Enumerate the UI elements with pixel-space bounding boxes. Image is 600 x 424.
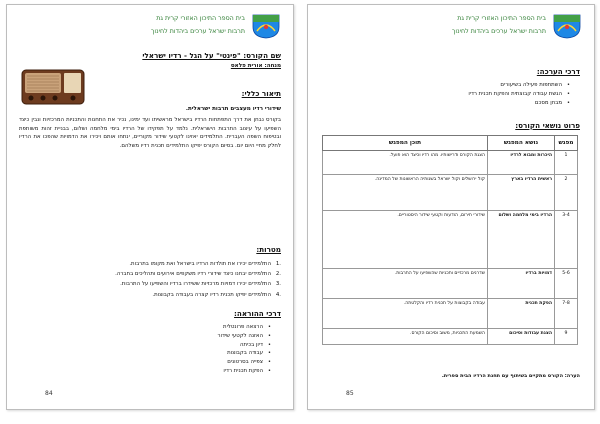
page-left: [6, 4, 294, 410]
goal-item: .4 התלמידים יפיקו תכנית רדיו קצרה בעבודה בקבוצות.: [152, 291, 281, 298]
evaluation-item: • מבחן מסכם: [328, 99, 562, 108]
header-school-name: בית הספר התיכון האזורי קרית גת: [156, 15, 245, 22]
method-item: • האזנה לקטעי שידור: [23, 332, 263, 341]
goal-item: .2 התלמידים יבחנו כיצד שידורי רדיו משקפים אירועים ותהליכים בחברה.: [115, 271, 281, 278]
school-emblem-icon: [251, 13, 281, 39]
session-content: קול ירושלים וקול ישראל בשנותיה הראשונות של המדינה.: [323, 175, 488, 211]
session-content: עבודה בקבוצות על תכנית רדיו והקלטתה.: [323, 299, 488, 329]
session-topic: ראשית הרדיו בארץ: [488, 175, 555, 211]
session-topic: הצגת עבודות וסיכום: [488, 329, 555, 345]
methods-heading: דרכי ההוראה:: [234, 309, 281, 318]
session-content: הצגת הקורס ודרישותיו. מהו רדיו וכיצד הוא פועל.: [323, 151, 488, 175]
session-number: 3-4: [555, 211, 578, 269]
method-item: • עבודה בקבוצות: [23, 349, 263, 358]
page-number: 85: [346, 390, 354, 397]
table-row: [323, 211, 578, 269]
header-school-name: בית הספר התיכון האזורי קרית גת: [457, 15, 546, 22]
session-content: שידורי חירום, הודעות וקטעי שידור היסטוריים.: [323, 211, 488, 269]
table-row: [323, 269, 578, 299]
goals-heading: מטרות:: [256, 245, 281, 254]
vintage-radio-image: [21, 67, 85, 107]
evaluation-item: • השתתפות פעילה בשיעורים: [328, 81, 562, 90]
header-content: תוכן המפגש: [323, 136, 488, 151]
session-number: 2: [555, 175, 578, 211]
session-number: 1: [555, 151, 578, 175]
session-topic: דמויות ברדיו: [488, 269, 555, 299]
methods-list: [23, 323, 273, 376]
table-row: [323, 151, 578, 175]
topics-heading: פרוט נושאי הקורס:: [515, 121, 580, 130]
session-number: 9: [555, 329, 578, 345]
lecturer-name: מנחה: אורית פלאס: [230, 63, 281, 69]
page-number: 84: [45, 390, 53, 397]
evaluation-list: [328, 81, 572, 107]
evaluation-item: • הגשת עבודה קבוצתית והפקת תכנית רדיו: [328, 90, 562, 99]
session-number: 7-8: [555, 299, 578, 329]
description-heading: תיאור כללי:: [241, 89, 281, 98]
page-header: [17, 13, 283, 43]
table-row: [323, 329, 578, 345]
session-topic: הרדיו בימי מלחמה ושלום: [488, 211, 555, 269]
table-row: [323, 299, 578, 329]
method-item: • הרצאה פרונטלית: [23, 323, 263, 332]
header-program-name: תרבות ישראל ערכים ביהדות לחינוך: [452, 28, 546, 35]
header-topic: נושא המפגש: [488, 136, 555, 151]
method-item: • דיון בכיתה: [23, 341, 263, 350]
table-header-row: [323, 136, 578, 151]
evaluation-heading: דרכי הערכה:: [536, 67, 580, 76]
course-title: שם הקורס: "פינטי" על הגל - רדיו ישראלי: [142, 51, 281, 60]
school-emblem-icon: [552, 13, 582, 39]
page-header: [318, 13, 584, 43]
session-content: השמעת התכניות, משוב וסיכום הקורס.: [323, 329, 488, 345]
method-item: • צפייה בסרטונים: [23, 358, 263, 367]
description-subheading: שידורי רדיו מעצבים תרבות ישראלית.: [185, 106, 281, 112]
goals-list: [19, 260, 281, 301]
session-content: שדרנים מרכזיים ותכניות שהשפיעו על התרבות.: [323, 269, 488, 299]
course-topics-table: [322, 135, 578, 345]
goal-item: .1 התלמידים יכירו את תולדות הרדיו בישראל ואת מקומו בתרבות.: [129, 261, 281, 267]
table-row: [323, 175, 578, 211]
goal-item: .3 התלמידים יכירו דמויות מרכזיות ששידרו ברדיו והשפיעו על התרבות.: [120, 281, 281, 288]
header-session: מפגש: [555, 136, 578, 151]
description-text: בקורס נבחן את דרך התפתחות הרדיו בישראל מראשיתו ועד ימינו, נכיר את התחנות והתכניות המרכזיות ונבין כיצד השפיעו על עיצוב התרבות הישראלית. נלמד על תפקידו של הרדיו בימי מלחמה ושלום, בבניית זהות משותפת ובטיפוח השפה העברית. התלמידים יאזינו לקטעי שידור מקוריים, ינתחו אותם ויכירו את הדמויות שהפכו את הרדיו לחלק מחיי היום יום. בסיום הקורס יפיקו התלמידים תכנית רדיו משלהם.: [19, 117, 281, 149]
session-topic: היכרות ומבוא לרדיו: [488, 151, 555, 175]
method-item: • הפקת תכנית רדיו: [23, 367, 263, 376]
session-number: 5-6: [555, 269, 578, 299]
header-program-name: תרבות ישראל ערכים ביהדות לחינוך: [151, 28, 245, 35]
page-right: [307, 4, 595, 410]
table-note: הערה: הקורס מתקיים בשיתוף עם תחנת הרדיו הבית ספרית.: [441, 373, 580, 379]
session-topic: הפקת תכנית: [488, 299, 555, 329]
